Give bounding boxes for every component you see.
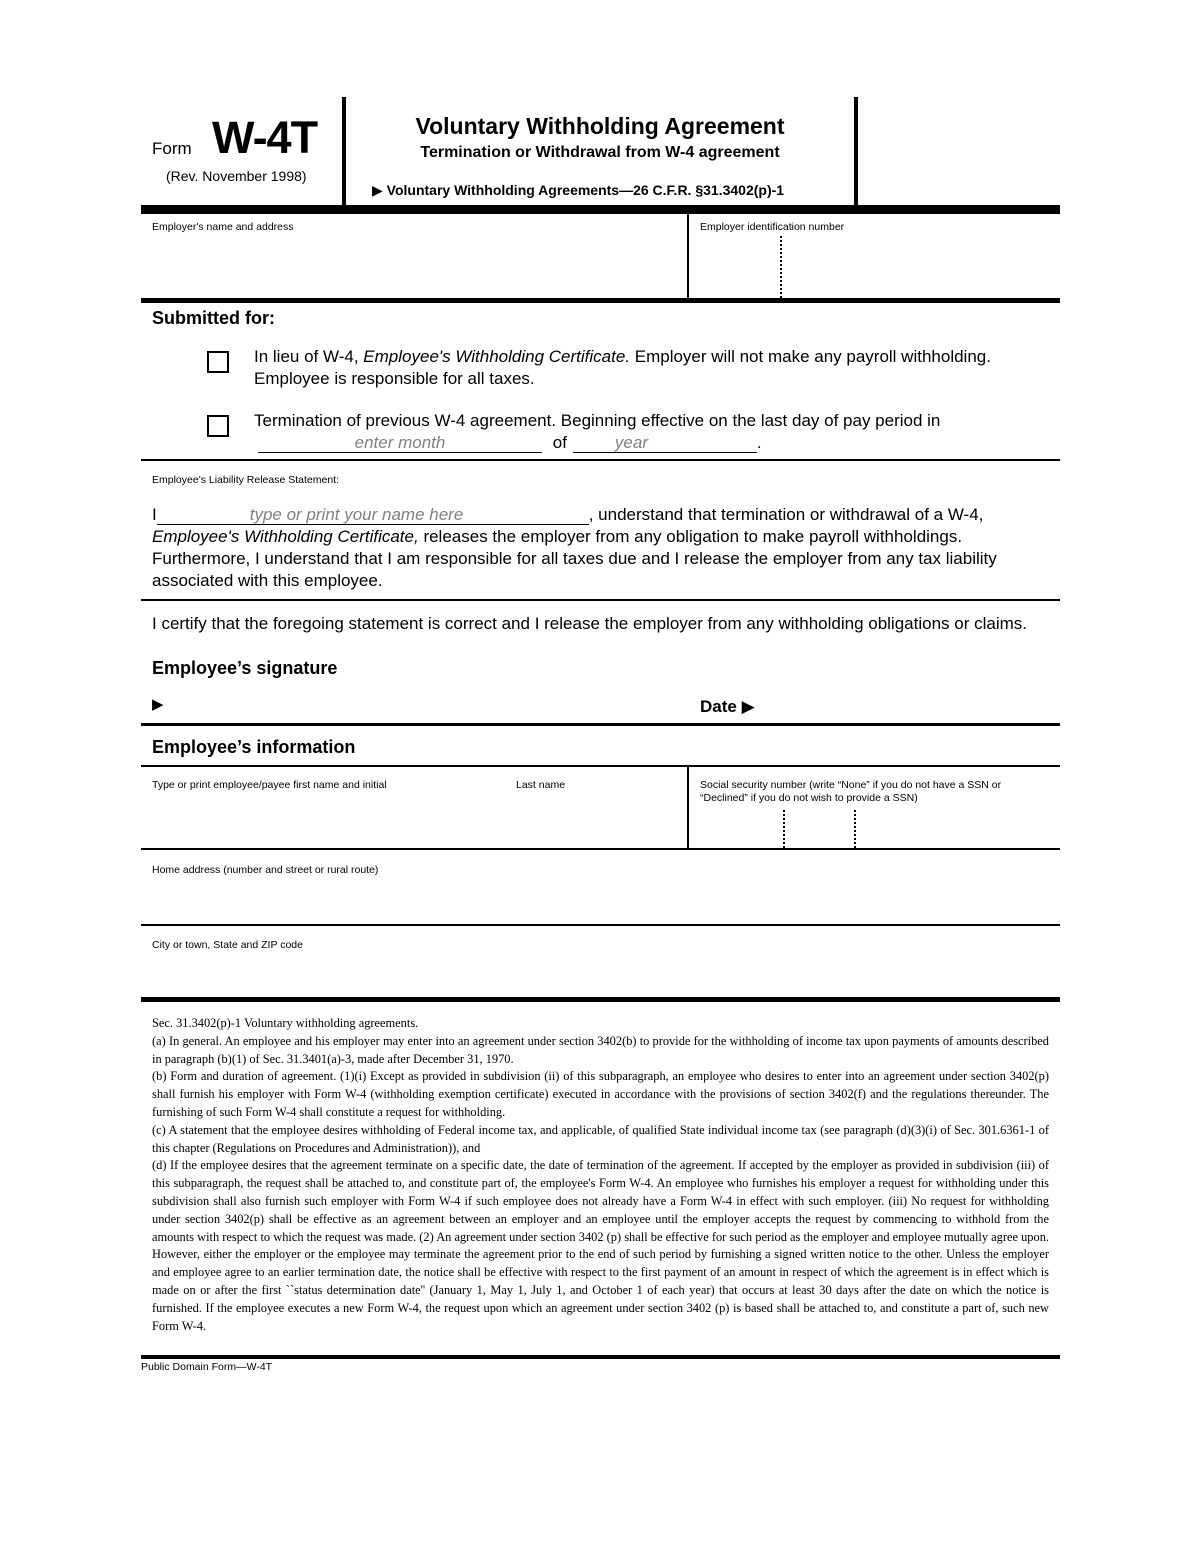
employee-info-heading-rule: [141, 765, 1060, 767]
i-word: I: [152, 505, 157, 524]
liability-bottom-rule: [141, 599, 1060, 601]
employer-ein-divider: [687, 214, 689, 299]
month-input[interactable]: enter month: [258, 433, 542, 453]
option1-text-pre: In lieu of W-4,: [254, 347, 364, 366]
ssn-label: Social security number (write “None” if you do not have a SSN or “Declined” if you do not wish to provide a SSN): [700, 779, 1002, 804]
year-input[interactable]: year: [573, 433, 757, 453]
legal-paragraph: (d) If the employee desires that the agreement terminate on a specific date, the date of termination of the agreement. If accepted by the employer as provided in subdivision (iii) of this subparagraph, the request shall be attached to, and constitute part of, the employee's Form W-4. An employee who furnishes his employer a request for withholding under this subdivision shall also furnish such employer with Form W-4 if such employee does not already have a Form W-4 in effect with such employer. (iii) No request for withholding under section 3402(p) shall be effective as an agreement between an employer and an employee until the employer accepts the request by commencing to withhold from the amounts with respect to which the request was made. (2) An agreement under section 3402 (p) shall be effective for such period as the employer and employee mutually agree upon. However, either the employer or the employee may terminate the agreement prior to the end of such period by furnishing a signed written notice to the other. Unless the employer and employee agree to an earlier termination date, the notice shall be effective with respect to the first payment of an amount in respect of which the agreement is in effect which is made on or after the first ``status determination date'' (January 1, May 1, July 1, and October 1 of each year) that occurs at least 30 days after the date on which the notice is furnished. If the employee executes a new Form W-4, the request upon which an agreement under section 3402 (p) is based shall be attached to, and constitute a part of, such new Form W-4.: [152, 1158, 1049, 1333]
date-label: Date ▶: [700, 697, 755, 716]
address-bottom-rule: [141, 924, 1060, 926]
liability-text-2: releases the employer from any obligation to make payroll withholdings. Furthermore, I understand that I am responsible for all taxes due and I release the employer from any tax liability associated with this employee.: [152, 527, 997, 590]
liability-statement: [152, 504, 1052, 592]
city-field[interactable]: [145, 953, 1055, 995]
submitted-for-heading: Submitted for:: [152, 308, 275, 328]
termination-option: Termination of previous W-4 agreement. Beginning effective on the last day of pay period in: [254, 411, 941, 430]
home-address-field[interactable]: [145, 878, 1055, 922]
city-label: City or town, State and ZIP code: [152, 939, 303, 951]
home-address-label: Home address (number and street or rural route): [152, 864, 379, 876]
termination-date-line: [258, 432, 778, 454]
header-right-divider: [854, 97, 858, 205]
employer-ein-field[interactable]: [692, 234, 1056, 296]
employer-name-field[interactable]: [145, 234, 685, 296]
city-bottom-rule: [141, 997, 1060, 1002]
end-period: .: [756, 433, 762, 452]
regulation-reference: ▶ Voluntary Withholding Agreements—26 C.F.R. §31.3402(p)-1: [372, 182, 785, 198]
footer-text: Public Domain Form—W-4T: [141, 1361, 273, 1373]
signature-arrow: ▶: [152, 696, 164, 713]
footer-rule: [141, 1355, 1060, 1359]
employee-info-heading: Employee’s information: [152, 737, 356, 757]
name-row-bottom-rule: [141, 848, 1060, 850]
date-field[interactable]: [770, 688, 1055, 722]
form-subtitle: Termination or Withdrawal from W-4 agreement: [420, 144, 780, 161]
first-name-label: Type or print employee/payee first name and initial: [152, 779, 387, 791]
ssn-separator-1: [783, 810, 785, 848]
legal-paragraph: (c) A statement that the employee desires withholding of Federal income tax, and applicable, of qualified State individual income tax (see paragraph (d)(3)(i) of Sec. 301.6361-1 of this chapter (Regulations on Procedures and Administration)), and: [152, 1122, 1049, 1155]
lieu-of-w4-checkbox[interactable]: [207, 351, 229, 373]
legal-paragraph: (b) Form and duration of agreement. (1)(i) Except as provided in subdivision (ii) of this subparagraph, an employee who desires to enter into an agreement under section 3402(p) shall furnish his employer with Form W-4 (withholding exemption certificate) executed in accordance with the provisions of section 3402(f) and the regulations thereunder. The furnishing of such Form W-4 shall constitute a request for withholding.: [152, 1069, 1049, 1119]
certify-statement: I certify that the foregoing statement is correct and I release the employer from any withholding obligations or claims.: [152, 614, 1027, 633]
employer-bottom-rule: [141, 298, 1060, 303]
signature-heading: Employee’s signature: [152, 658, 338, 678]
legal-paragraph: (a) In general. An employee and his employer may enter into an agreement under section 3402(b) to provide for the withholding of income tax upon payments of amounts described in paragraph (b)(1) of Sec. 31.3401(a)-3, made after December 31, 1970.: [152, 1033, 1049, 1066]
header-bottom-rule: [141, 205, 1060, 214]
submitted-bottom-rule: [141, 459, 1060, 461]
legal-paragraph: Sec. 31.3402(p)-1 Voluntary withholding agreements.: [152, 1016, 419, 1030]
ssn-divider: [687, 767, 689, 849]
lieu-of-w4-option: [254, 346, 1044, 390]
termination-checkbox[interactable]: [207, 415, 229, 437]
ssn-field[interactable]: [692, 808, 1056, 846]
signature-bottom-rule: [141, 723, 1060, 726]
last-name-label: Last name: [516, 779, 566, 791]
form-word: Form: [152, 139, 192, 158]
liability-label: Employee's Liability Release Statement:: [152, 474, 340, 486]
form-number: W-4T: [212, 112, 318, 163]
of-word: of: [552, 433, 567, 452]
ein-separator: [780, 236, 782, 298]
regulation-text: [152, 1015, 1049, 1335]
last-name-field[interactable]: [512, 795, 684, 845]
ssn-separator-2: [854, 810, 856, 848]
form-revision: (Rev. November 1998): [166, 168, 307, 184]
signature-field[interactable]: [170, 688, 680, 722]
option1-text-post: Employer will not make any payroll withholding. Employee is responsible for all taxes.: [254, 347, 991, 388]
liability-cert-italic: Employee's Withholding Certificate,: [152, 527, 419, 546]
liability-text-1: , understand that termination or withdrawal of a W-4,: [588, 505, 984, 524]
employee-name-input[interactable]: type or print your name here: [157, 505, 589, 525]
option1-text-italic: Employee's Withholding Certificate.: [363, 347, 631, 366]
first-name-field[interactable]: [145, 795, 505, 845]
employer-ein-label: Employer identification number: [700, 221, 845, 233]
form-title: Voluntary Withholding Agreement: [415, 113, 785, 139]
employer-name-label: Employer's name and address: [152, 221, 294, 233]
